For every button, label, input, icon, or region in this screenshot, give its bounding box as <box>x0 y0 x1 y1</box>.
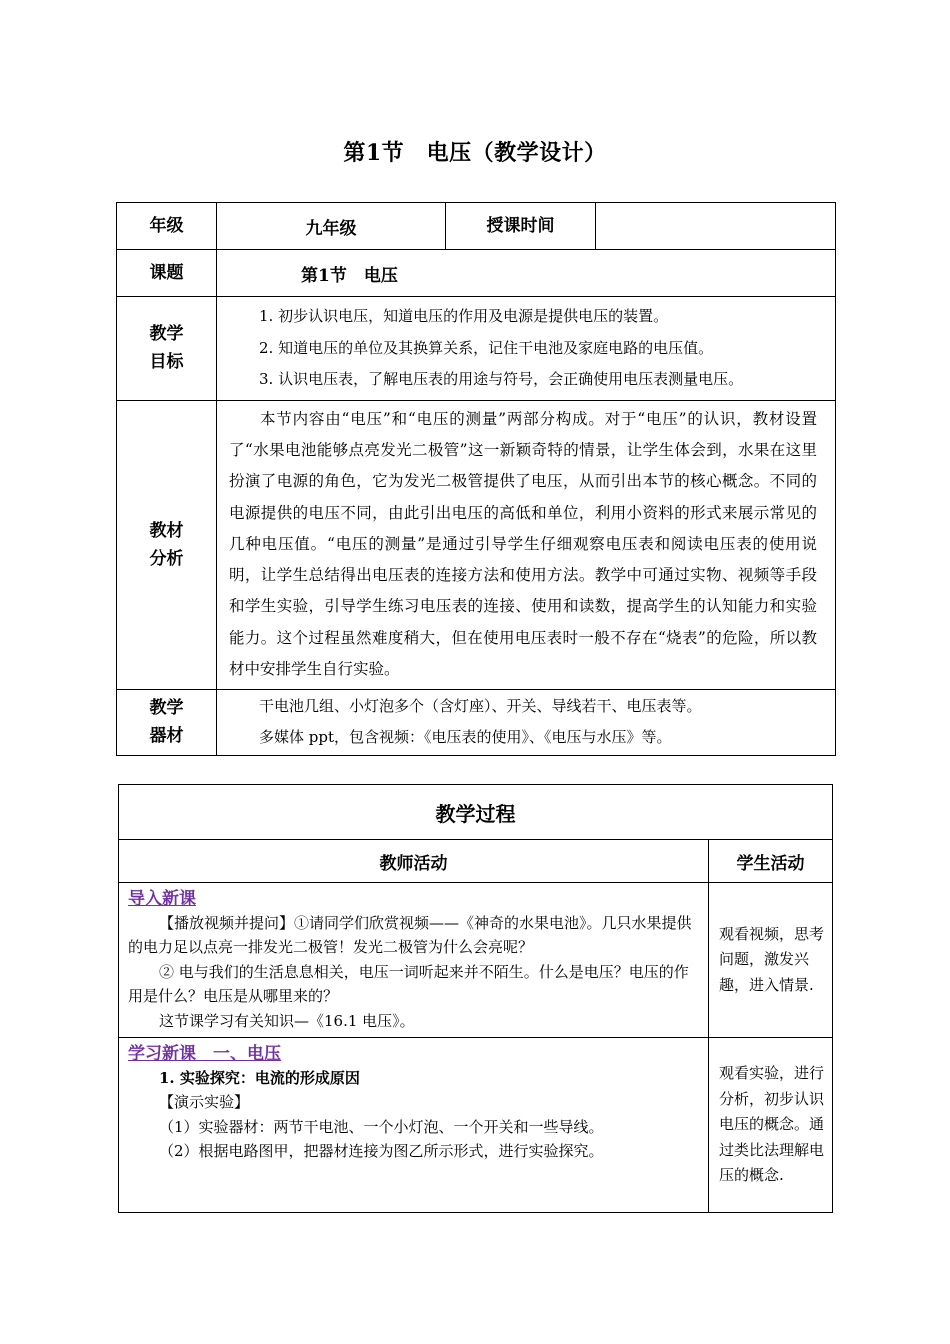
lesson-info-table <box>116 202 836 756</box>
equipment-row <box>117 689 836 755</box>
equipment-label <box>117 689 217 755</box>
section-link-intro[interactable]: 导入新课 <box>128 889 196 909</box>
goal-item: 2. 知道电压的单位及其换算关系，记住干电池及家庭电路的电压值。 <box>259 338 714 357</box>
teacher-activity-cell <box>119 1038 709 1213</box>
goals-label-line-1: 教学 <box>149 324 184 345</box>
equipment-label-line-2: 器材 <box>149 726 184 746</box>
student-activity-cell: 观看实验，进行分析，初步认识电压的概念。通过类比法理解电压的概念. <box>709 1038 833 1213</box>
analysis-row <box>117 400 836 689</box>
goals-content <box>217 297 836 401</box>
equipment-content <box>217 689 836 755</box>
equipment-item: 多媒体 ppt，包含视频：《电压表的使用》、《电压与水压》等。 <box>259 728 672 746</box>
process-heading-row <box>119 785 833 840</box>
topic-label: 课题 <box>117 250 217 297</box>
analysis-content: 本节内容由“电压”和“电压的测量”两部分构成。对于“电压”的认识，教材设置了“水果电池能够点亮发光二极管”这一新颖奇特的情景，让学生体会到，水果在这里扮演了电源的角色，它为发光二极管提供了电压，从而引出本节的核心概念。不同的电源提供的电压不同，由此引出电压的高低和单位，利用小资料的形式来展示常见的几种电压值。“电压的测量”是通过引导学生仔细观察电压表和阅读电压表的使用说明，让学生总结得出电压表的连接方法和使用方法。教学中可通过实物、视频等手段和学生实验，引导学生练习电压表的连接、使用和读数，提高学生的认知能力和实验能力。这个过程虽然难度稍大，但在使用电压表时一般不存在“烧表”的危险，所以教材中安排学生自行实验。 <box>217 400 836 689</box>
time-label: 授课时间 <box>446 203 596 250</box>
teacher-paragraph: 【演示实验】 <box>159 1093 250 1112</box>
topic-row <box>117 250 836 297</box>
section-link-new-lesson[interactable]: 学习新课 一、电压 <box>128 1044 281 1065</box>
teacher-paragraph: （2）根据电路图甲，把器材连接为图乙所示形式，进行实验探究。 <box>159 1142 604 1161</box>
grade-row <box>117 203 836 250</box>
teacher-paragraph: （1）实验器材：两节干电池、一个小灯泡、一个开关和一些导线。 <box>159 1117 604 1136</box>
goals-label-line-2: 目标 <box>149 352 184 373</box>
teacher-paragraph: 这节课学习有关知识—《16.1 电压》。 <box>159 1011 415 1030</box>
goal-item: 3. 认识电压表，了解电压表的用途与符号，会正确使用电压表测量电压。 <box>259 370 744 388</box>
teacher-activity-cell <box>119 883 709 1038</box>
analysis-label <box>117 400 217 689</box>
process-header-row <box>119 840 833 883</box>
topic-value: 第1节 电压 <box>217 250 836 297</box>
process-heading: 教学过程 <box>119 785 833 840</box>
page-title: 第1节 电压（教学设计） <box>343 140 607 166</box>
grade-label: 年级 <box>117 203 217 250</box>
teacher-activity-header: 教师活动 <box>119 840 709 883</box>
process-row <box>119 883 833 1038</box>
student-activity-header: 学生活动 <box>709 840 833 883</box>
goal-item: 1. 初步认识电压，知道电压的作用及电源是提供电压的装置。 <box>259 307 669 325</box>
analysis-label-line-1: 教材 <box>149 520 184 541</box>
teacher-paragraph: 【播放视频并提问】①请同学们欣赏视频——《神奇的水果电池》。几只水果提供的电力足以点亮一排发光二极管！发光二极管为什么会亮呢？ <box>128 914 692 957</box>
goals-row <box>117 297 836 401</box>
process-row <box>119 1038 833 1213</box>
analysis-label-line-2: 分析 <box>149 548 184 569</box>
equipment-label-line-1: 教学 <box>149 698 184 718</box>
goals-label <box>117 297 217 401</box>
grade-value: 九年级 <box>217 203 446 250</box>
student-activity-cell: 观看视频，思考问题，激发兴趣，进入情景. <box>709 883 833 1038</box>
experiment-heading: 1. 实验探究：电流的形成原因 <box>159 1069 360 1088</box>
time-value <box>596 203 836 250</box>
teaching-process-table <box>118 784 833 1213</box>
teacher-paragraph: ② 电与我们的生活息息相关，电压一词听起来并不陌生。什么是电压？电压的作用是什么？电压是从哪里来的？ <box>128 962 689 1006</box>
equipment-item: 干电池几组、小灯泡多个（含灯座）、开关、导线若干、电压表等。 <box>259 696 702 715</box>
